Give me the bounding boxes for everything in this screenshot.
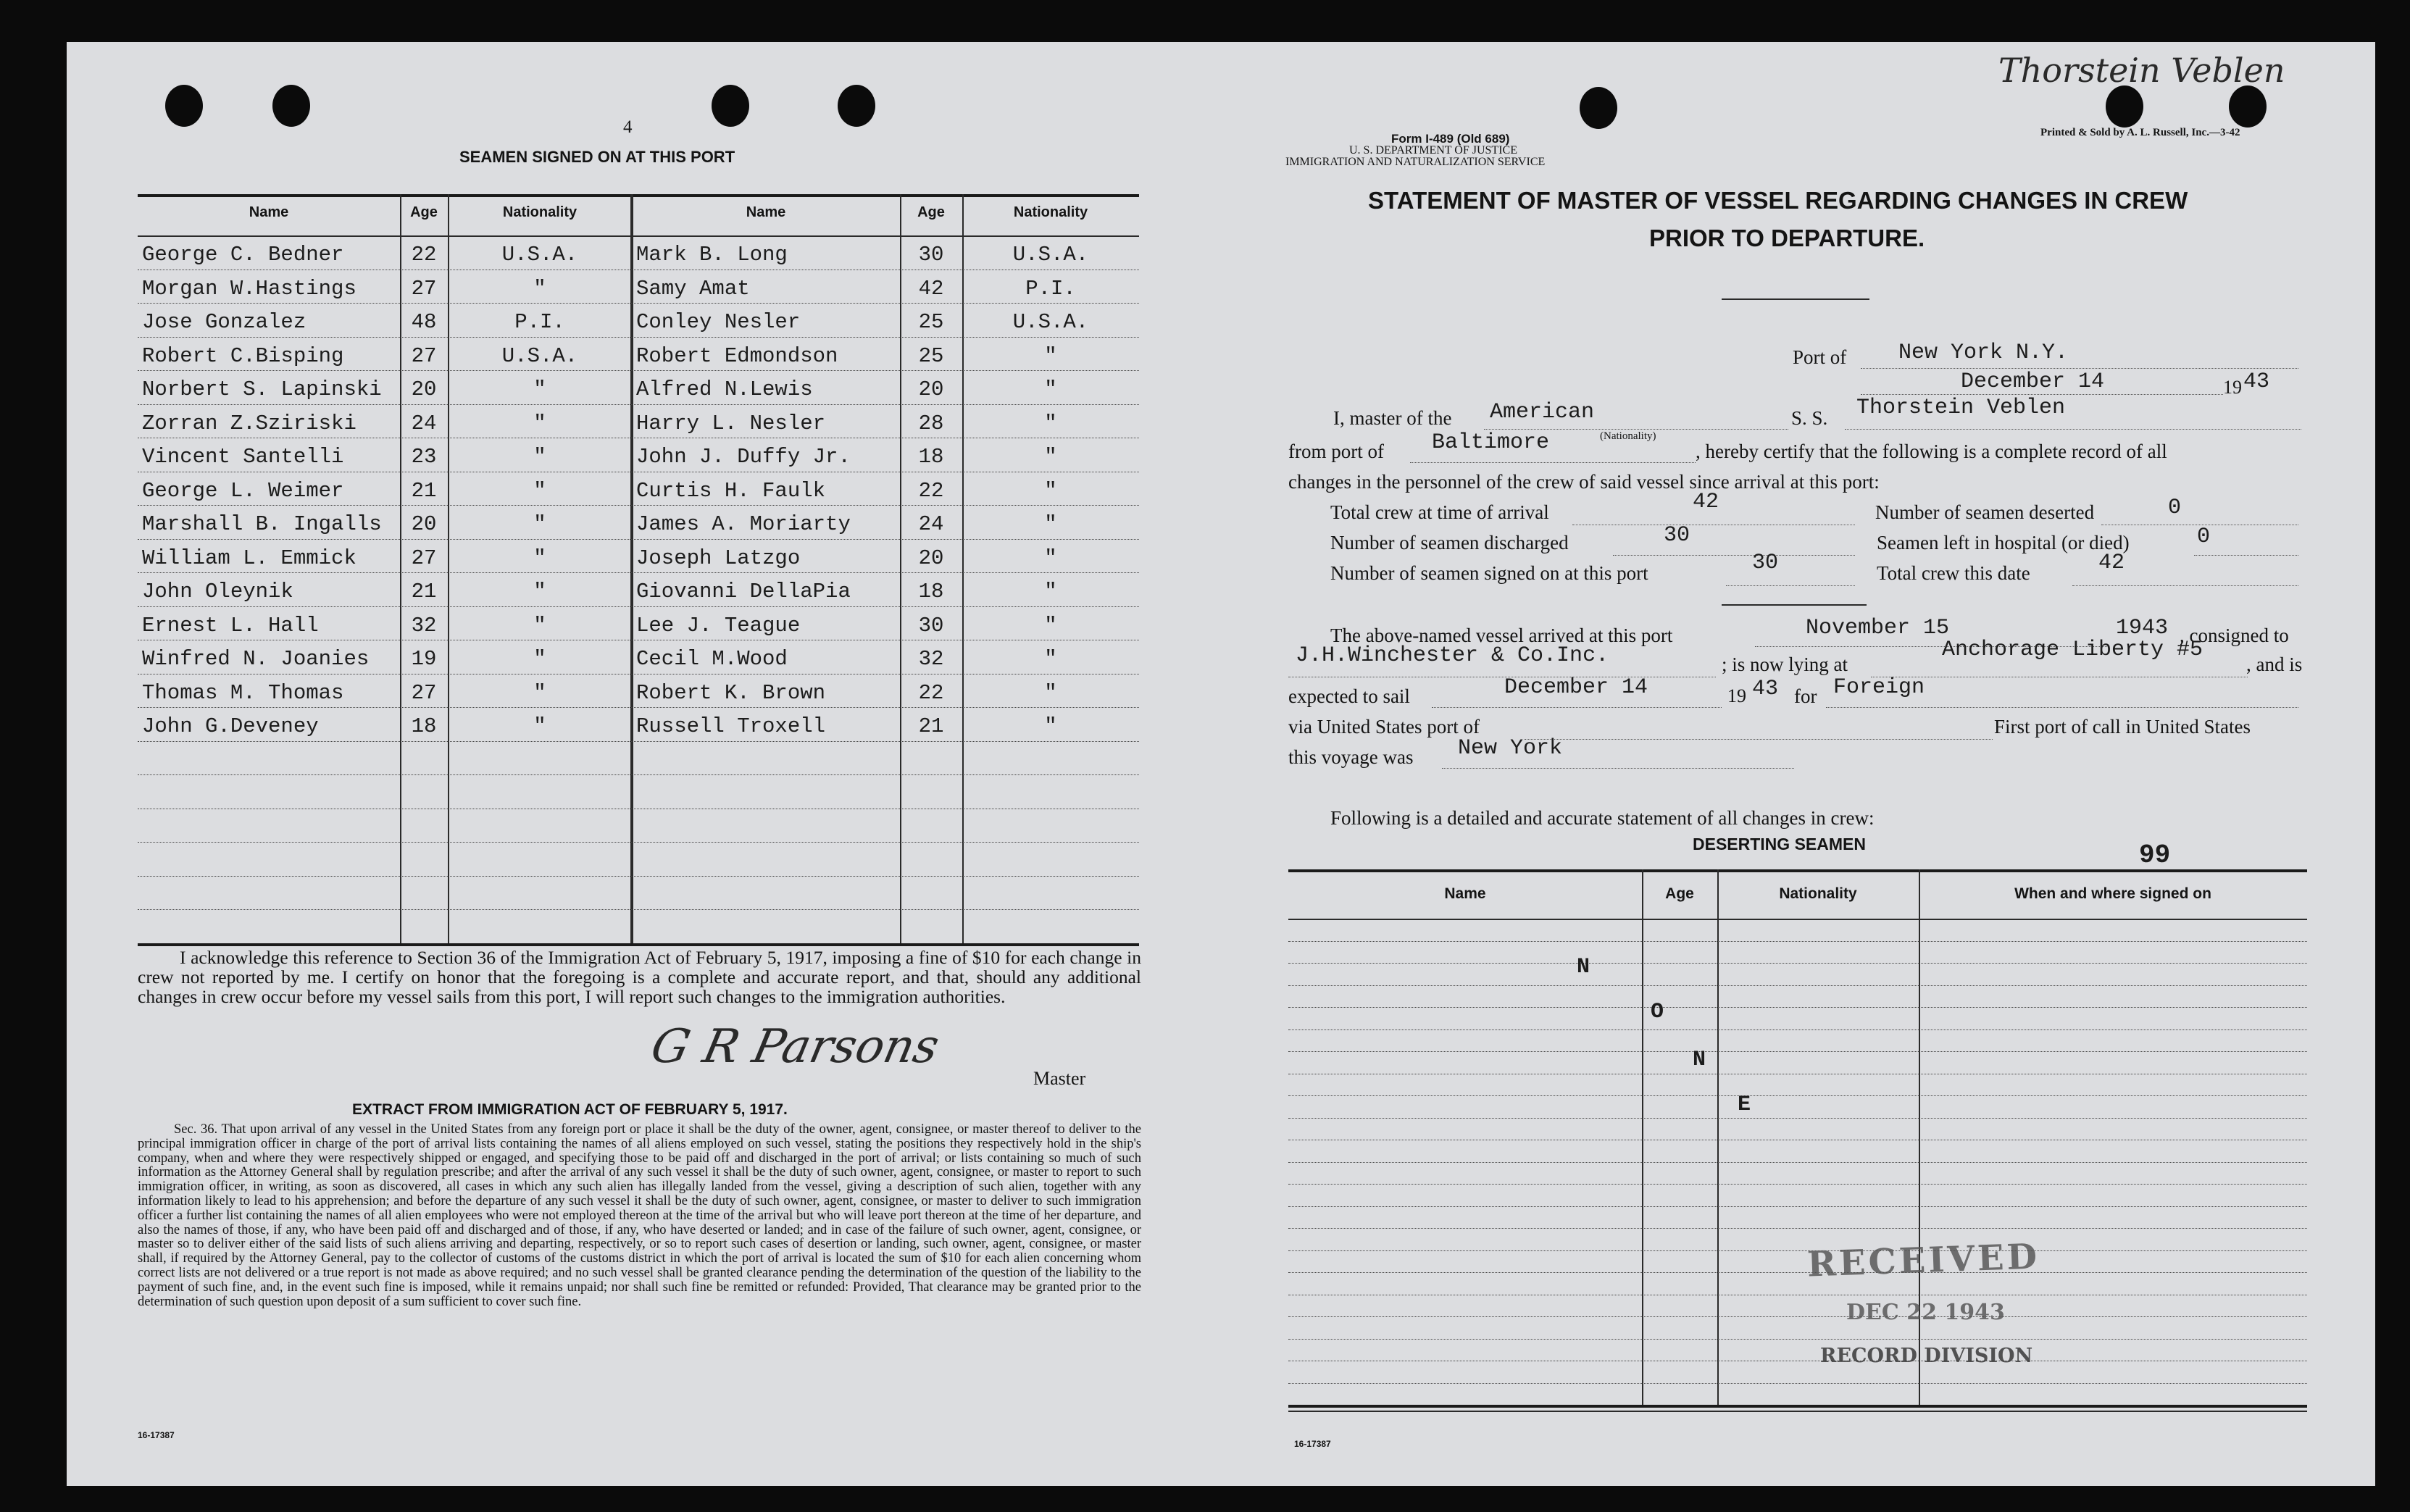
- vessel-name: Thorstein Veblen: [1856, 396, 2066, 420]
- table-column-rule: [1642, 869, 1643, 1405]
- signed-on-label: Number of seamen signed on at this port: [1330, 562, 1648, 584]
- name-cell: Samy Amat: [636, 276, 750, 301]
- table-row-rule: [1288, 1316, 2307, 1317]
- name-cell: James A. Moriarty: [636, 512, 851, 536]
- age-cell: 32: [918, 647, 944, 671]
- age-cell: 48: [411, 310, 437, 334]
- age-cell: 25: [918, 343, 944, 368]
- stats-rule: [1722, 604, 1867, 606]
- nationality-cell: ": [1044, 343, 1057, 368]
- name-cell: Marshall B. Ingalls: [142, 512, 382, 536]
- table-row-rule: [138, 741, 1139, 742]
- column-header: Name: [249, 204, 289, 220]
- first-port-label: First port of call in United States: [1994, 716, 2251, 738]
- table-row-rule: [138, 707, 1139, 708]
- nationality-cell: ": [533, 647, 546, 671]
- name-cell: Conley Nesler: [636, 310, 801, 334]
- nationality-cell: ": [1044, 377, 1057, 401]
- from-port-label: from port of: [1288, 440, 1384, 462]
- expected-label: expected to sail: [1288, 685, 1410, 707]
- table-row-rule: [1288, 941, 2307, 942]
- deserted-value: 0: [2168, 496, 2182, 520]
- nationality-cell: ": [1044, 411, 1057, 435]
- arrived-year: 1943: [2116, 616, 2169, 640]
- name-cell: Giovanni DellaPia: [636, 580, 851, 603]
- nationality-cell: ": [1044, 445, 1057, 469]
- table-bottom-rule: [1288, 1411, 2307, 1412]
- punch-hole: [712, 85, 749, 127]
- destination-value: Foreign: [1833, 675, 1925, 700]
- nationality-cell: ": [1044, 580, 1057, 603]
- nationality-cell: ": [533, 613, 546, 638]
- age-cell: 28: [918, 411, 944, 435]
- table-row-rule: [138, 909, 1139, 910]
- punch-hole: [1580, 87, 1617, 129]
- certify-text: , hereby certify that the following is a complete record of all: [1696, 440, 2167, 462]
- age-cell: 30: [918, 613, 944, 638]
- name-cell: Cecil M.Wood: [636, 647, 788, 671]
- received-stamp: RECEIVED: [1806, 1236, 2041, 1285]
- table-row-rule: [138, 404, 1139, 405]
- age-cell: 20: [411, 377, 437, 401]
- column-header: Nationality: [502, 204, 578, 220]
- right-footer-code: 16-17387: [1294, 1439, 1331, 1449]
- sail-year-value: 43: [1752, 677, 1779, 701]
- signed-on-value: 30: [1752, 551, 1779, 575]
- age-cell: 22: [411, 243, 437, 267]
- following-text: Following is a detailed and accurate statement of all changes in crew:: [1330, 807, 1875, 829]
- none-letter: N: [1693, 1048, 1706, 1072]
- table-row-rule: [1288, 1339, 2307, 1340]
- age-cell: 22: [918, 680, 944, 705]
- discharged-label: Number of seamen discharged: [1330, 532, 1569, 554]
- nationality-cell: ": [533, 580, 546, 603]
- nationality-value: American: [1490, 400, 1595, 425]
- nationality-cell: U.S.A.: [501, 243, 578, 267]
- name-cell: Robert K. Brown: [636, 680, 826, 705]
- nationality-cell: ": [1044, 647, 1057, 671]
- name-cell: Harry L. Nesler: [636, 411, 826, 435]
- name-cell: Thomas M. Thomas: [142, 680, 344, 705]
- nationality-cell: ": [1044, 512, 1057, 536]
- table-bottom-rule: [1288, 1405, 2307, 1408]
- column-header: Age: [410, 204, 438, 220]
- age-cell: 18: [411, 714, 437, 738]
- hospital-label: Seamen left in hospital (or died): [1877, 532, 2130, 554]
- name-cell: John J. Duffy Jr.: [636, 445, 851, 469]
- discharged-field: [1613, 529, 1855, 556]
- none-letter: N: [1577, 955, 1590, 980]
- table-row-rule: [1288, 1250, 2307, 1251]
- age-cell: 27: [411, 680, 437, 705]
- nationality-cell: ": [1044, 478, 1057, 503]
- lying-at-value: Anchorage Liberty #5: [1942, 638, 2203, 662]
- name-cell: Norbert S. Lapinski: [142, 377, 382, 401]
- table-row-rule: [138, 539, 1139, 540]
- form-number: Form I-489 (Old 689): [1391, 132, 1510, 146]
- nationality-cell: ": [533, 445, 546, 469]
- date-year-prefix: 19: [2223, 377, 2242, 398]
- deserted-label: Number of seamen deserted: [1875, 501, 2095, 523]
- name-cell: Ernest L. Hall: [142, 613, 319, 638]
- column-header: Age: [1665, 885, 1694, 902]
- age-cell: 30: [918, 243, 944, 267]
- page-title: SEAMEN SIGNED ON AT THIS PORT: [459, 148, 735, 166]
- nationality-cell: ": [533, 546, 546, 570]
- printer-note: Printed & Sold by A. L. Russell, Inc.—3-42: [2040, 127, 2240, 138]
- nationality-cell: ": [533, 714, 546, 738]
- sail-year-prefix: 19: [1727, 685, 1746, 706]
- name-cell: Zorran Z.Sziriski: [142, 411, 357, 435]
- master-of-label: I, master of the: [1333, 407, 1452, 429]
- date-value: December 14: [1961, 369, 2105, 394]
- table-row-rule: [1288, 1206, 2307, 1207]
- title-rule: [1722, 298, 1869, 300]
- age-cell: 20: [918, 546, 944, 570]
- table-row-rule: [1288, 1095, 2307, 1096]
- nationality-cell: U.S.A.: [501, 343, 578, 368]
- table-top-rule: [138, 194, 1139, 197]
- table-row-rule: [138, 303, 1139, 304]
- table-header-rule: [1288, 919, 2307, 920]
- column-header: Name: [1444, 885, 1486, 902]
- deserting-title: DESERTING SEAMEN: [1693, 835, 1866, 853]
- age-cell: 22: [918, 478, 944, 503]
- age-cell: 18: [918, 580, 944, 603]
- table-row-rule: [1288, 1162, 2307, 1163]
- age-cell: 27: [411, 343, 437, 368]
- punch-hole: [2229, 85, 2267, 128]
- nationality-cell: ": [533, 411, 546, 435]
- table-column-rule: [1717, 869, 1719, 1405]
- service: IMMIGRATION AND NATURALIZATION SERVICE: [1285, 156, 1546, 168]
- arrived-date: November 15: [1806, 616, 1950, 640]
- deserted-field: [2101, 498, 2298, 525]
- punch-hole: [2106, 85, 2143, 128]
- table-row-rule: [1288, 1029, 2307, 1030]
- nationality-cell: ": [533, 377, 546, 401]
- name-cell: Jose Gonzalez: [142, 310, 307, 334]
- table-row-rule: [1288, 1228, 2307, 1229]
- consigned-label: , consigned to: [2180, 625, 2289, 646]
- nationality-cell: ": [533, 276, 546, 301]
- name-cell: Alfred N.Lewis: [636, 377, 813, 401]
- department: U. S. DEPARTMENT OF JUSTICE: [1349, 144, 1517, 156]
- voyage-label: this voyage was: [1288, 746, 1414, 768]
- master-signature: G R Parsons: [646, 1020, 944, 1074]
- age-cell: 21: [411, 580, 437, 603]
- consignee-value: J.H.Winchester & Co.Inc.: [1296, 643, 1609, 668]
- nationality-cell: ": [533, 680, 546, 705]
- age-cell: 20: [918, 377, 944, 401]
- table-row-rule: [1288, 963, 2307, 964]
- table-row-rule: [138, 774, 1139, 775]
- left-footer-code: 16-17387: [138, 1430, 175, 1440]
- total-crew-date-label: Total crew this date: [1877, 562, 2030, 584]
- arrived-label: The above-named vessel arrived at this port: [1330, 625, 1673, 646]
- form-title-line2: PRIOR TO DEPARTURE.: [1649, 225, 1925, 251]
- nationality-cell: ": [533, 512, 546, 536]
- table-row-rule: [1288, 1007, 2307, 1008]
- port-of-value: New York N.Y.: [1898, 341, 2069, 365]
- age-cell: 32: [411, 613, 437, 638]
- punch-hole: [272, 85, 310, 127]
- table-row-rule: [138, 842, 1139, 843]
- name-cell: George C. Bedner: [142, 243, 344, 267]
- nationality-caption: (Nationality): [1600, 430, 1656, 442]
- age-cell: 21: [918, 714, 944, 738]
- punch-hole: [838, 85, 875, 127]
- table-row-rule: [1288, 1184, 2307, 1185]
- table-row-rule: [1288, 1051, 2307, 1052]
- total-crew-arrival-label: Total crew at time of arrival: [1330, 501, 1549, 523]
- nationality-cell: ": [1044, 546, 1057, 570]
- name-cell: Winfred N. Joanies: [142, 647, 370, 671]
- age-cell: 18: [918, 445, 944, 469]
- age-cell: 21: [411, 478, 437, 503]
- page-number: 4: [623, 117, 633, 137]
- name-cell: Vincent Santelli: [142, 445, 344, 469]
- nationality-cell: P.I.: [1025, 276, 1076, 301]
- name-cell: William L. Emmick: [142, 546, 357, 570]
- column-header: Name: [746, 204, 786, 220]
- master-label: Master: [1033, 1068, 1086, 1089]
- extract-text: Sec. 36. That upon arrival of any vessel in the United States from any foreign port or place it shall be the duty of the owner, agent, consignee, or master thereof to deliver to the principal immigration officer in charge of the port of arrival lists containing the names of all aliens employed on such vessel, stating the positions they respectively hold in the ship's company, when and where they were respectively shipped or engaged, and specifying those to be paid off and discharged in the port of arrival; or lists containing so much of such information as the Attorney General shall by regulation prescribe; and after the arrival of any such vessel it shall be the duty of such owner, agent, consignee, or master to report to such immigration officer, in writing, as soon as discovered, all cases in which any such alien has illegally landed from the vessel, giving a description of such alien, together with any information likely to lead to his apprehension; and before the departure of any such vessel it shall be the duty of such owner, agent, consignee, or master to deliver to such immigration officer a further list containing the names of all alien employees who were not employed thereon at the time of the arrival but who will leave port thereon at the time of her departure, and also the names of those, if any, who have been paid off and discharged and of those, if any, who have deserted or landed; and in case of the failure of such owner, agent, consignee, or master so to deliver either of the said lists of such aliens arriving and departing, respectively, or so to report such cases of desertion or landing, such owner, agent, consignee, or master shall, if required by the Attorney General, pay to the collector of customs of the customs district in which the port of arrival is located the sum of $10 for each alien concerning whom correct lists are not delivered or a true report is not made as above required; and no such vessel shall be granted clearance pending the determination of the question of the liability to the payment of such fine, and, in the event such fine is imposed, while it remains unpaid; nor shall such fine be remitted or refunded: Provided, That clearance may be granted prior to the determination of such question upon deposit of a sum sufficient to cover such fine.: [138, 1122, 1141, 1309]
- table-row-rule: [138, 370, 1139, 371]
- name-cell: Mark B. Long: [636, 243, 788, 267]
- age-cell: 20: [411, 512, 437, 536]
- table-bottom-rule: [138, 943, 1139, 946]
- nationality-cell: U.S.A.: [1012, 243, 1089, 267]
- discharged-value: 30: [1664, 523, 1690, 548]
- age-cell: 24: [411, 411, 437, 435]
- nationality-cell: ": [533, 478, 546, 503]
- table-row-rule: [1288, 1383, 2307, 1384]
- table-row-rule: [138, 572, 1139, 573]
- name-cell: John Oleynik: [142, 580, 293, 603]
- table-top-rule: [1288, 869, 2307, 872]
- name-cell: John G.Deveney: [142, 714, 319, 738]
- table-row-rule: [138, 337, 1139, 338]
- table-row-rule: [1288, 1272, 2307, 1273]
- total-crew-arrival-value: 42: [1693, 490, 1719, 514]
- name-cell: Robert Edmondson: [636, 343, 838, 368]
- via-label: via United States port of: [1288, 716, 1480, 738]
- changes-text: changes in the personnel of the crew of said vessel since arrival at this port:: [1288, 471, 1880, 493]
- table-row-rule: [1288, 1118, 2307, 1119]
- via-field: [1525, 713, 1993, 740]
- ss-label: S. S.: [1791, 407, 1828, 429]
- voyage-value: New York: [1458, 736, 1563, 761]
- nationality-cell: U.S.A.: [1012, 310, 1089, 334]
- form-title-line1: STATEMENT OF MASTER OF VESSEL REGARDING CHANGES IN CREW: [1368, 187, 2188, 214]
- age-cell: 23: [411, 445, 437, 469]
- nationality-cell: ": [1044, 714, 1057, 738]
- none-letter: O: [1651, 1000, 1664, 1024]
- handwritten-vessel-note: Thorstein Veblen: [1998, 51, 2285, 90]
- name-cell: Joseph Latzgo: [636, 546, 801, 570]
- for-label: for: [1794, 685, 1817, 707]
- name-cell: George L. Weimer: [142, 478, 344, 503]
- column-header: When and where signed on: [2014, 885, 2211, 902]
- acknowledgment-text: I acknowledge this reference to Section 36 of the Immigration Act of February 5, 1917, imposing a fine of $10 for each change in crew not reported by me. I certify on honor that the foregoing is a complete and accurate report, and that, should any additional changes in crew occur before my vessel sails from this port, I will report such changes to the immigration authorities.: [138, 947, 1141, 1007]
- age-cell: 27: [411, 546, 437, 570]
- table-row-rule: [138, 606, 1139, 607]
- column-header: Nationality: [1013, 204, 1088, 220]
- column-header: Age: [917, 204, 945, 220]
- age-cell: 24: [918, 512, 944, 536]
- extract-title: EXTRACT FROM IMMIGRATION ACT OF FEBRUARY 5, 1917.: [352, 1101, 788, 1118]
- received-stamp-date: DEC 22 1943: [1846, 1300, 2005, 1325]
- deserting-mark: 99: [2139, 840, 2171, 870]
- total-crew-date-value: 42: [2098, 551, 2125, 575]
- sail-date-value: December 14: [1504, 675, 1648, 700]
- punch-hole: [165, 85, 203, 127]
- port-of-label: Port of: [1793, 346, 1847, 368]
- nationality-cell: ": [1044, 613, 1057, 638]
- signed-on-field: [1726, 559, 1855, 586]
- age-cell: 42: [918, 276, 944, 301]
- hospital-value: 0: [2197, 525, 2211, 549]
- nationality-cell: P.I.: [514, 310, 565, 334]
- age-cell: 27: [411, 276, 437, 301]
- table-column-rule: [632, 194, 633, 943]
- date-year-value: 43: [2243, 369, 2270, 394]
- table-row-rule: [138, 876, 1139, 877]
- column-header: Nationality: [1779, 885, 1857, 902]
- age-cell: 25: [918, 310, 944, 334]
- and-is-label: , and is: [2246, 653, 2303, 675]
- none-letter: E: [1738, 1093, 1751, 1117]
- name-cell: Lee J. Teague: [636, 613, 801, 638]
- table-row-rule: [1288, 985, 2307, 986]
- lying-label: ; is now lying at: [1722, 653, 1848, 675]
- name-cell: Curtis H. Faulk: [636, 478, 826, 503]
- table-header-rule: [138, 235, 1139, 237]
- nationality-cell: ": [1044, 680, 1057, 705]
- name-cell: Morgan W.Hastings: [142, 276, 357, 301]
- received-stamp-division: RECORD DIVISION: [1820, 1345, 2033, 1367]
- from-port-value: Baltimore: [1432, 430, 1550, 455]
- name-cell: Russell Troxell: [636, 714, 826, 738]
- name-cell: Robert C.Bisping: [142, 343, 344, 368]
- table-row-rule: [138, 505, 1139, 506]
- age-cell: 19: [411, 647, 437, 671]
